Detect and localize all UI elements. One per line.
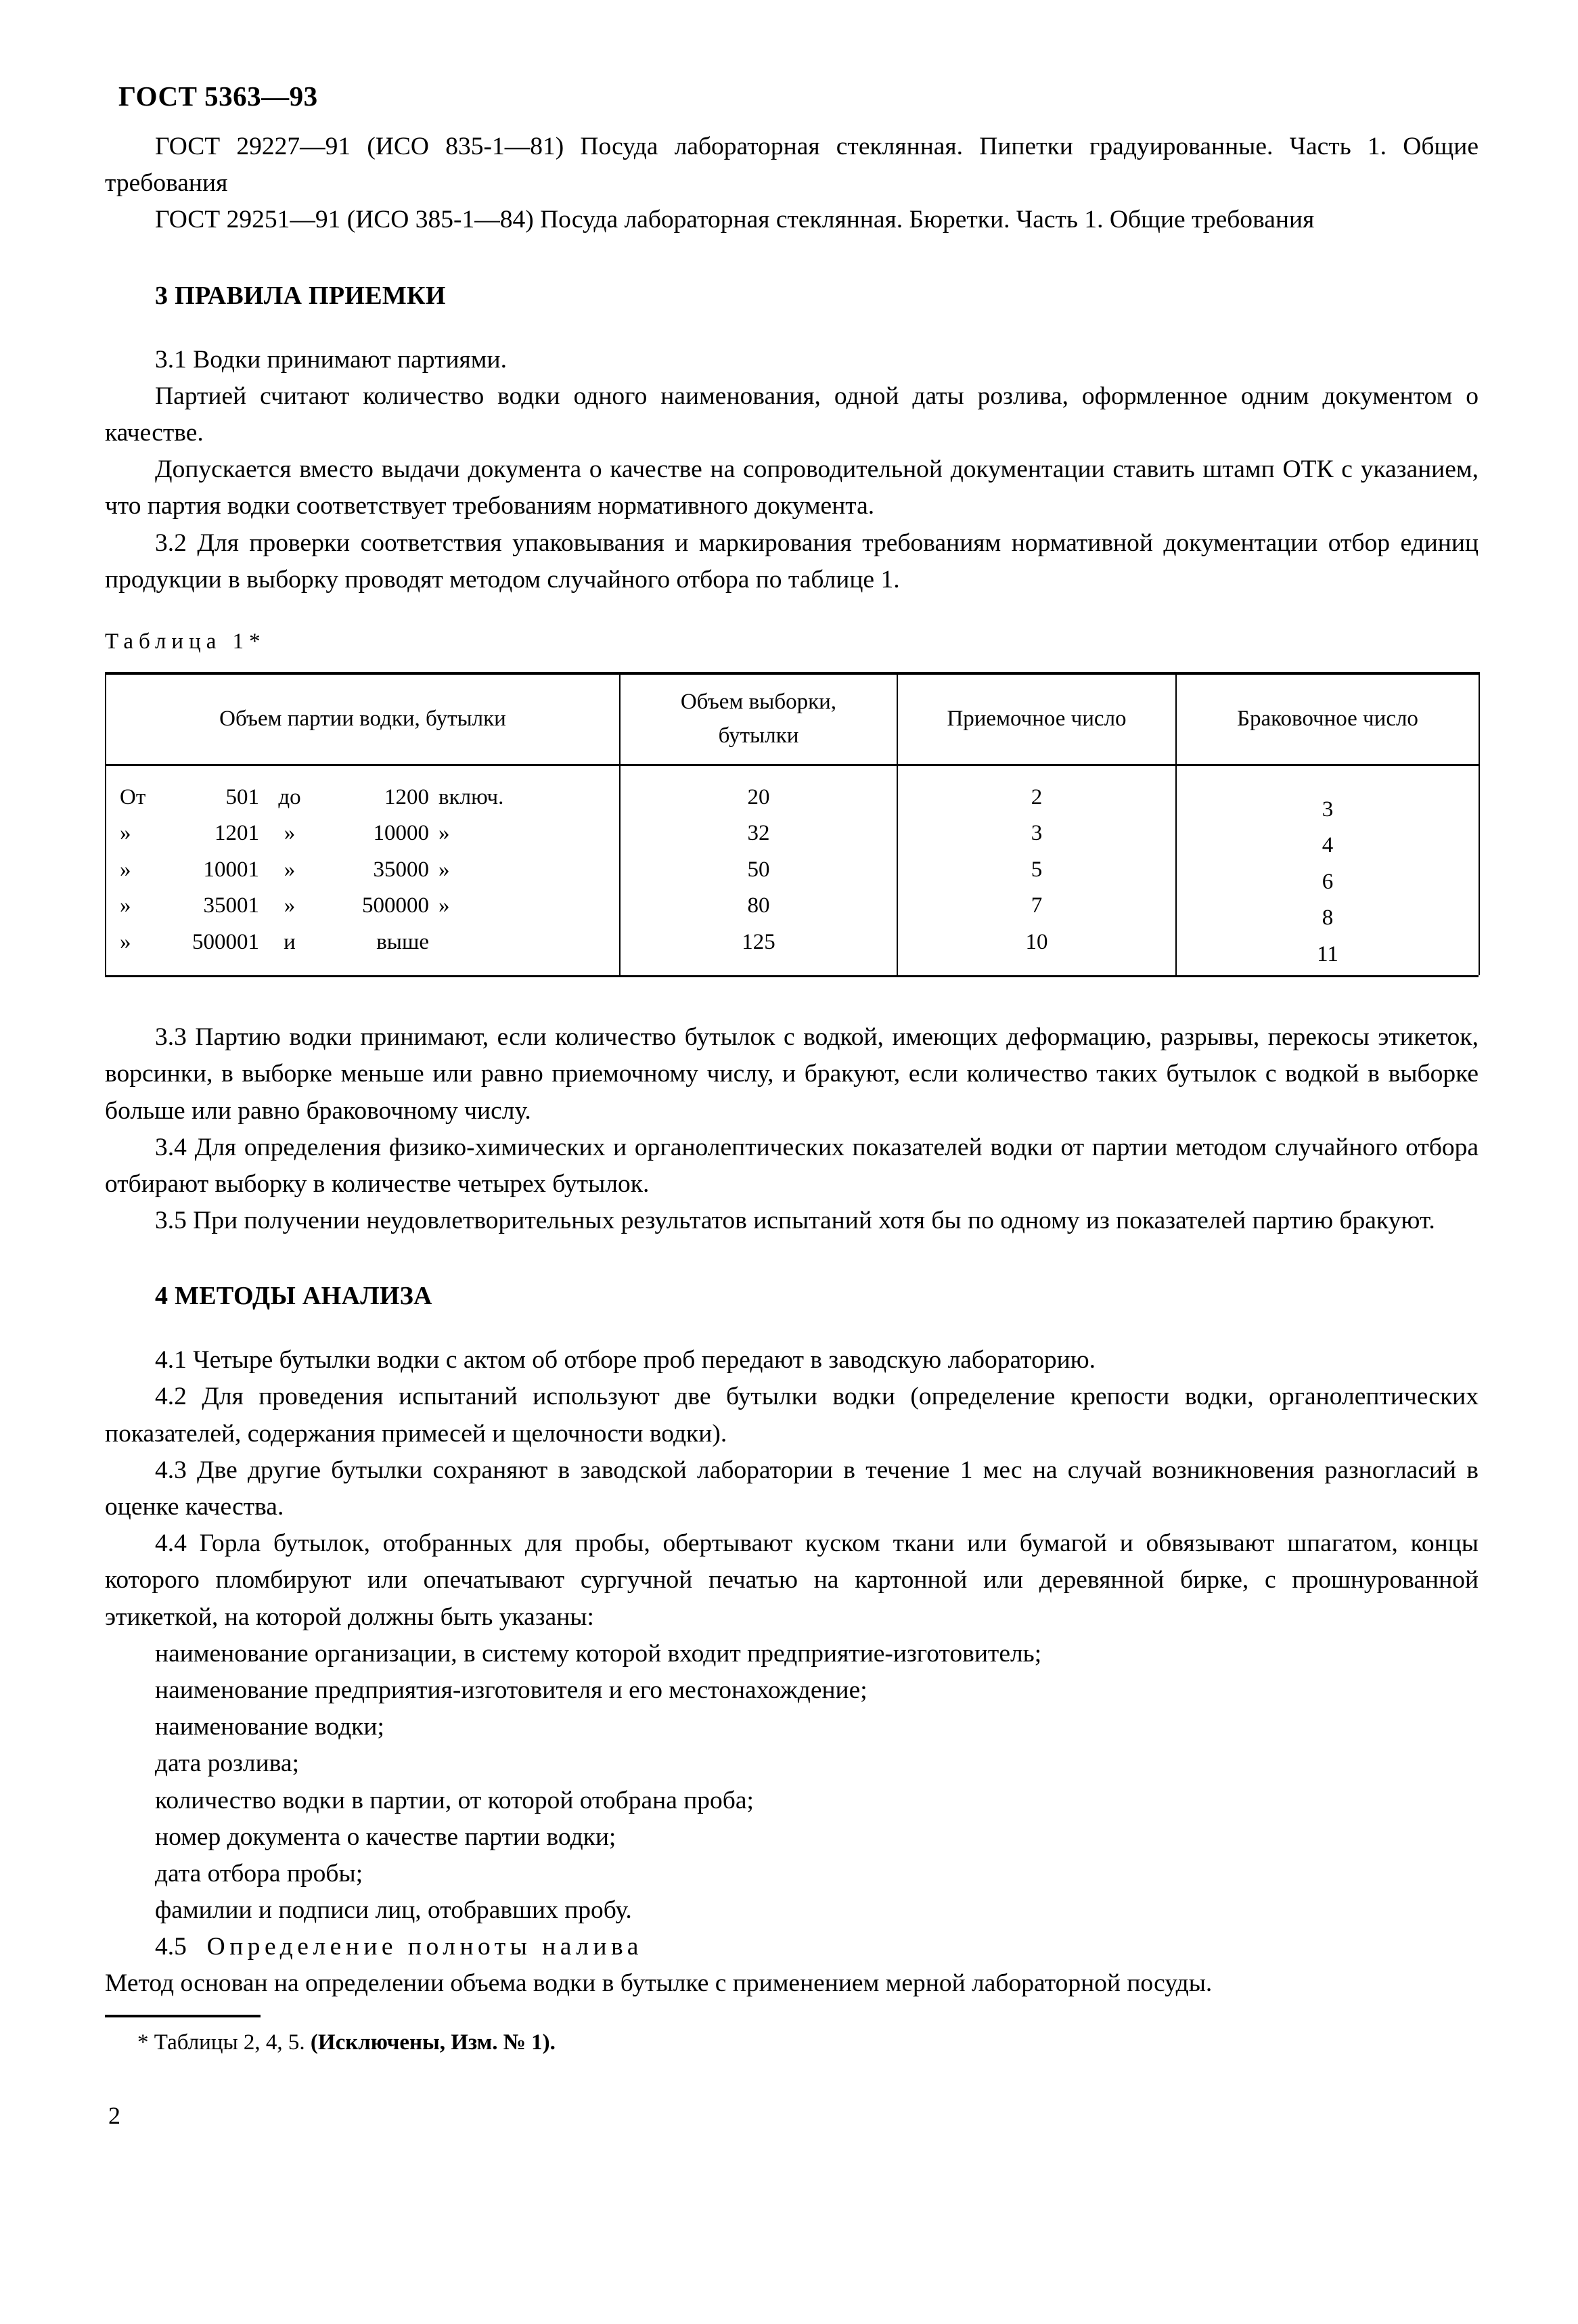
paragraph-3-1-b: Партией считают количество водки одного наименования, одной даты розлива, оформленное одним документом о качестве. [105,382,1479,447]
range-suffix: » [438,857,450,882]
range-middle: » [284,893,296,918]
rejection-number-value: 4 [1322,833,1334,858]
list-item: наименование организации, в систему которой входит предприятие-изготовитель; [155,1639,1042,1668]
footnote-separator-rule [105,2015,261,2017]
spacer [105,654,1479,672]
range-prefix: » [120,893,131,918]
rejection-number-value: 6 [1322,869,1334,894]
range-from: 10001 [203,857,259,882]
table-row [106,765,1479,975]
cell-lot-volume-ranges [106,765,620,975]
range-middle: » [284,821,296,846]
spacer [105,1239,1479,1281]
column-header-sample-volume-line2: бутылки [718,723,799,748]
range-to: 1200 [384,784,429,809]
cell-sample-volumes [620,765,897,975]
paragraph-4-2: 4.2 Для проведения испытаний используют две бутылки водки (определение крепости водки, органолептических показателей, содержания примесей и щелочности водки). [105,1383,1479,1448]
cell-acceptance-numbers [897,765,1176,975]
paragraph-3-2: 3.2 Для проверки соответствия упаковывания и маркирования требованиям нормативной документации отбор единиц продукции в выборку проводят методом случайного отбора по таблице 1. [105,529,1479,594]
acceptance-number-value: 5 [1031,857,1043,882]
spacer [105,598,1479,629]
paragraph-4-3: 4.3 Две другие бутылки сохраняют в заводской лаборатории в течение 1 мес на случай возникновения разногласий в оценке качества. [105,1456,1479,1521]
acceptance-number-value: 10 [1025,929,1048,954]
range-row [120,780,619,815]
table-header [106,673,1479,765]
range-row [120,888,619,924]
footnote-marker: * [137,2030,149,2055]
range-to: выше [376,929,429,954]
column-header-rejection-number: Браковочное число [1176,673,1479,765]
acceptance-number-value: 2 [1031,784,1043,809]
range-to: 10000 [373,821,429,846]
reference-gost-29227: ГОСТ 29227—91 (ИСО 835-1—81) Посуда лабораторная стеклянная. Пипетки градуированные. Часть 1. Общие требования [105,133,1479,198]
range-to: 500000 [362,893,429,918]
paragraph-4-4: 4.4 Горла бутылок, отобранных для пробы, обертывают куском ткани или бумагой и обвязывают шпагатом, концы которого пломбируют или опечатывают сургучной печатью на картонной или деревянной бирке, с прошнурованной этикеткой, на которой должны быть указаны: [105,1529,1479,1631]
range-to: 35000 [373,857,429,882]
list-item: наименование водки; [155,1713,384,1741]
paragraph-3-1-c: Допускается вместо выдачи документа о качестве на сопроводительной документации ставить штамп ОТК с указанием, что партия водки соответствует требованиям нормативного документа. [105,455,1479,520]
sample-volume-value: 20 [747,784,770,809]
list-item: наименование предприятия-изготовителя и его местонахождение; [155,1676,867,1704]
table-1-caption: Таблица 1* [105,629,266,654]
subheading-4-5-title: Определение полноты налива [206,1933,643,1961]
footnote [105,2027,1052,2058]
page-content [105,129,1479,2003]
reference-gost-29251: ГОСТ 29251—91 (ИСО 385-1—84) Посуда лабораторная стеклянная. Бюретки. Часть 1. Общие требования [155,206,1315,234]
rejection-number-value: 8 [1322,906,1334,931]
rejection-number-value: 11 [1317,941,1338,966]
acceptance-number-value: 3 [1031,821,1043,846]
paragraph-4-1: 4.1 Четыре бутылки водки с актом об отборе проб передают в заводскую лабораторию. [155,1346,1096,1375]
section-heading-3: 3 ПРАВИЛА ПРИЕМКИ [155,281,446,310]
range-middle: до [278,784,301,809]
list-item: дата розлива; [155,1749,299,1778]
page-number: 2 [108,2102,120,2129]
column-header-sample-volume-line1: Объем выборки, [680,690,837,715]
sample-volume-value: 50 [747,857,770,882]
running-header-standard-number: ГОСТ 5363—93 [118,81,318,112]
range-suffix: » [438,821,450,846]
range-from: 500001 [192,929,259,954]
list-item: количество водки в партии, от которой отобрана проба; [155,1786,754,1814]
spacer [105,977,1479,1019]
list-item: дата отбора пробы; [155,1859,363,1887]
section-heading-4: 4 МЕТОДЫ АНАЛИЗА [155,1282,432,1311]
spacer [105,239,1479,281]
table-header-row [106,673,1479,765]
cell-rejection-numbers [1176,765,1479,975]
spacer [105,311,1479,342]
sample-volume-value: 32 [747,821,770,846]
range-prefix: » [120,857,131,882]
range-middle: » [284,857,296,882]
footnote-text: Таблицы 2, 4, 5. [154,2030,305,2055]
spacer [105,1311,1479,1342]
range-from: 35001 [203,893,259,918]
table-body [106,765,1479,975]
paragraph-4-5-body: Метод основан на определении объема водки в бутылке с применением мерной лабораторной посуды. [105,1969,1213,1998]
table-1-sampling-plan [105,672,1480,975]
acceptance-number-value: 7 [1031,893,1043,918]
column-header-lot-volume: Объем партии водки, бутылки [106,673,620,765]
table-1-wrapper [105,672,1479,977]
paragraph-3-4: 3.4 Для определения физико-химических и органолептических показателей водки от партии методом случайного отбора отбирают выборку в количестве четырех бутылок. [105,1133,1479,1198]
sample-volume-value: 80 [747,893,770,918]
range-from: 501 [225,784,259,809]
range-from: 1201 [215,821,259,846]
range-suffix: » [438,893,450,918]
footnote-text-bold: (Исключены, Изм. № 1). [310,2030,556,2055]
subheading-4-5-number: 4.5 [155,1933,187,1961]
range-row [120,924,619,960]
range-middle: и [284,929,296,954]
paragraph-3-3: 3.3 Партию водки принимают, если количество бутылок с водкой, имеющих деформацию, разрывы, перекосы этикеток, ворсинки, в выборке меньше или равно приемочному числу, и бракуют, если количество таких бутылок с водкой в выборке больше или равно браковочному числу. [105,1023,1479,1125]
paragraph-3-1-a: 3.1 Водки принимают партиями. [155,345,507,374]
list-item: номер документа о качестве партии водки; [155,1823,616,1851]
range-row [120,815,619,851]
list-item: фамилии и подписи лиц, отобравших пробу. [155,1896,632,1925]
range-prefix: » [120,929,131,954]
range-suffix: включ. [438,784,504,809]
rejection-number-value: 3 [1322,797,1334,822]
sample-volume-value: 125 [742,929,775,954]
subheading-4-5 [105,1929,1479,1965]
range-prefix: » [120,821,131,846]
column-header-acceptance-number: Приемочное число [897,673,1176,765]
range-row [120,852,619,888]
column-header-sample-volume [620,673,897,765]
paragraph-3-5: 3.5 При получении неудовлетворительных результатов испытаний хотя бы по одному из показателей партию бракуют. [155,1207,1435,1235]
range-prefix: От [120,784,146,809]
